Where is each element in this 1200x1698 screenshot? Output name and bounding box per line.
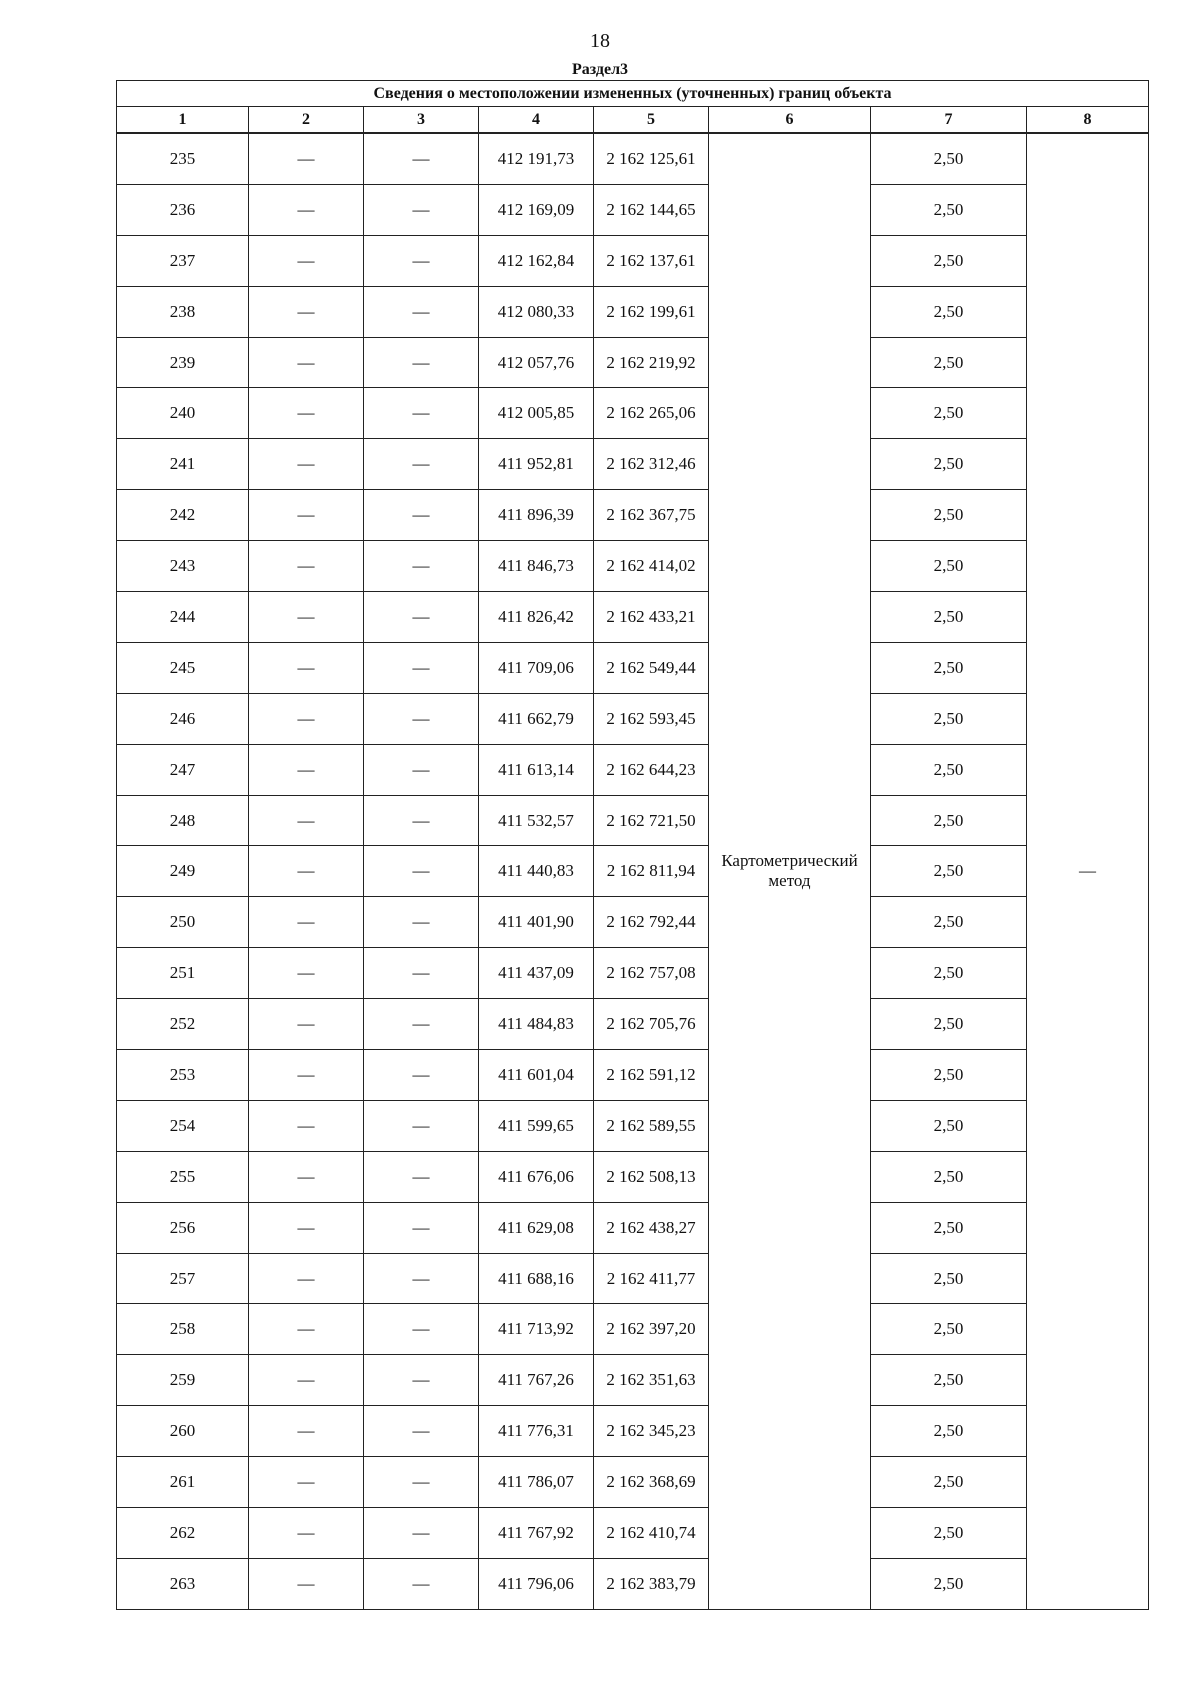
point-number-cell: 247 — [117, 744, 249, 795]
table-row — [117, 897, 1149, 948]
col3-cell: — — [364, 235, 479, 286]
y-coordinate-cell: 2 162 705,76 — [594, 999, 709, 1050]
y-coordinate-cell: 2 162 368,69 — [594, 1457, 709, 1508]
col3-cell: — — [364, 795, 479, 846]
col3-cell: — — [364, 337, 479, 388]
x-coordinate-cell: 412 005,85 — [479, 388, 594, 439]
point-number-cell: 243 — [117, 541, 249, 592]
point-number-cell: 259 — [117, 1355, 249, 1406]
table-row — [117, 1100, 1149, 1151]
table-row — [117, 592, 1149, 643]
x-coordinate-cell: 411 688,16 — [479, 1253, 594, 1304]
y-coordinate-cell: 2 162 383,79 — [594, 1558, 709, 1609]
point-number-cell: 261 — [117, 1457, 249, 1508]
table-row — [117, 693, 1149, 744]
table-row — [117, 337, 1149, 388]
col3-cell: — — [364, 642, 479, 693]
table-row — [117, 286, 1149, 337]
table-row — [117, 999, 1149, 1050]
accuracy-cell: 2,50 — [871, 693, 1027, 744]
table-row — [117, 235, 1149, 286]
col2-cell: — — [249, 235, 364, 286]
x-coordinate-cell: 411 599,65 — [479, 1100, 594, 1151]
column-number: 2 — [249, 107, 364, 134]
table-row — [117, 642, 1149, 693]
x-coordinate-cell: 412 080,33 — [479, 286, 594, 337]
x-coordinate-cell: 411 484,83 — [479, 999, 594, 1050]
x-coordinate-cell: 412 191,73 — [479, 133, 594, 184]
point-number-cell: 238 — [117, 286, 249, 337]
col3-cell: — — [364, 184, 479, 235]
x-coordinate-cell: 412 169,09 — [479, 184, 594, 235]
accuracy-cell: 2,50 — [871, 184, 1027, 235]
accuracy-cell: 2,50 — [871, 1406, 1027, 1457]
y-coordinate-cell: 2 162 433,21 — [594, 592, 709, 643]
col2-cell: — — [249, 388, 364, 439]
column-number: 5 — [594, 107, 709, 134]
x-coordinate-cell: 411 662,79 — [479, 693, 594, 744]
table-row — [117, 1406, 1149, 1457]
x-coordinate-cell: 411 767,26 — [479, 1355, 594, 1406]
accuracy-cell: 2,50 — [871, 897, 1027, 948]
col3-cell: — — [364, 1151, 479, 1202]
point-number-cell: 257 — [117, 1253, 249, 1304]
col3-cell: — — [364, 1457, 479, 1508]
col2-cell: — — [249, 133, 364, 184]
point-number-cell: 235 — [117, 133, 249, 184]
table-row — [117, 184, 1149, 235]
column-number: 1 — [117, 107, 249, 134]
column-number: 6 — [709, 107, 871, 134]
method-cell: Картометрический метод — [709, 133, 871, 1609]
column-number: 4 — [479, 107, 594, 134]
col2-cell: — — [249, 1151, 364, 1202]
table-row — [117, 490, 1149, 541]
accuracy-cell: 2,50 — [871, 388, 1027, 439]
y-coordinate-cell: 2 162 144,65 — [594, 184, 709, 235]
y-coordinate-cell: 2 162 219,92 — [594, 337, 709, 388]
x-coordinate-cell: 412 162,84 — [479, 235, 594, 286]
x-coordinate-cell: 411 613,14 — [479, 744, 594, 795]
col2-cell: — — [249, 1202, 364, 1253]
col2-cell: — — [249, 541, 364, 592]
col3-cell: — — [364, 1558, 479, 1609]
accuracy-cell: 2,50 — [871, 744, 1027, 795]
table-row — [117, 1050, 1149, 1101]
point-number-cell: 263 — [117, 1558, 249, 1609]
col2-cell: — — [249, 744, 364, 795]
col3-cell: — — [364, 1253, 479, 1304]
y-coordinate-cell: 2 162 367,75 — [594, 490, 709, 541]
col2-cell: — — [249, 948, 364, 999]
accuracy-cell: 2,50 — [871, 1508, 1027, 1559]
point-number-cell: 262 — [117, 1508, 249, 1559]
table-row — [117, 1457, 1149, 1508]
accuracy-cell: 2,50 — [871, 795, 1027, 846]
point-number-cell: 245 — [117, 642, 249, 693]
x-coordinate-cell: 411 713,92 — [479, 1304, 594, 1355]
col2-cell: — — [249, 1253, 364, 1304]
col3-cell: — — [364, 286, 479, 337]
col3-cell: — — [364, 999, 479, 1050]
point-number-cell: 249 — [117, 846, 249, 897]
col3-cell: — — [364, 133, 479, 184]
accuracy-cell: 2,50 — [871, 1253, 1027, 1304]
y-coordinate-cell: 2 162 589,55 — [594, 1100, 709, 1151]
col3-cell: — — [364, 592, 479, 643]
table-row — [117, 744, 1149, 795]
col2-cell: — — [249, 286, 364, 337]
table-row — [117, 1558, 1149, 1609]
y-coordinate-cell: 2 162 411,77 — [594, 1253, 709, 1304]
point-number-cell: 250 — [117, 897, 249, 948]
accuracy-cell: 2,50 — [871, 1202, 1027, 1253]
col2-cell: — — [249, 592, 364, 643]
col3-cell: — — [364, 693, 479, 744]
point-number-cell: 236 — [117, 184, 249, 235]
col3-cell: — — [364, 1050, 479, 1101]
col3-cell: — — [364, 1304, 479, 1355]
x-coordinate-cell: 411 709,06 — [479, 642, 594, 693]
col3-cell: — — [364, 439, 479, 490]
col3-cell: — — [364, 1100, 479, 1151]
accuracy-cell: 2,50 — [871, 286, 1027, 337]
col2-cell: — — [249, 490, 364, 541]
col2-cell: — — [249, 846, 364, 897]
col2-cell: — — [249, 439, 364, 490]
column-number-row — [117, 107, 1149, 134]
col2-cell: — — [249, 1508, 364, 1559]
point-number-cell: 252 — [117, 999, 249, 1050]
table-row — [117, 388, 1149, 439]
accuracy-cell: 2,50 — [871, 1050, 1027, 1101]
col2-cell: — — [249, 184, 364, 235]
point-number-cell: 248 — [117, 795, 249, 846]
accuracy-cell: 2,50 — [871, 1100, 1027, 1151]
y-coordinate-cell: 2 162 397,20 — [594, 1304, 709, 1355]
accuracy-cell: 2,50 — [871, 541, 1027, 592]
point-number-cell: 244 — [117, 592, 249, 643]
x-coordinate-cell: 411 532,57 — [479, 795, 594, 846]
table-row — [117, 1151, 1149, 1202]
accuracy-cell: 2,50 — [871, 592, 1027, 643]
y-coordinate-cell: 2 162 125,61 — [594, 133, 709, 184]
x-coordinate-cell: 411 826,42 — [479, 592, 594, 643]
col8-cell: — — [1027, 133, 1149, 1609]
y-coordinate-cell: 2 162 414,02 — [594, 541, 709, 592]
table-row — [117, 1202, 1149, 1253]
y-coordinate-cell: 2 162 265,06 — [594, 388, 709, 439]
point-number-cell: 260 — [117, 1406, 249, 1457]
y-coordinate-cell: 2 162 757,08 — [594, 948, 709, 999]
y-coordinate-cell: 2 162 137,61 — [594, 235, 709, 286]
accuracy-cell: 2,50 — [871, 490, 1027, 541]
point-number-cell: 242 — [117, 490, 249, 541]
col2-cell: — — [249, 897, 364, 948]
x-coordinate-cell: 411 952,81 — [479, 439, 594, 490]
col2-cell: — — [249, 795, 364, 846]
col3-cell: — — [364, 1406, 479, 1457]
col2-cell: — — [249, 999, 364, 1050]
y-coordinate-cell: 2 162 438,27 — [594, 1202, 709, 1253]
x-coordinate-cell: 411 440,83 — [479, 846, 594, 897]
accuracy-cell: 2,50 — [871, 1558, 1027, 1609]
col2-cell: — — [249, 1050, 364, 1101]
point-number-cell: 256 — [117, 1202, 249, 1253]
x-coordinate-cell: 411 776,31 — [479, 1406, 594, 1457]
col2-cell: — — [249, 642, 364, 693]
y-coordinate-cell: 2 162 811,94 — [594, 846, 709, 897]
y-coordinate-cell: 2 162 345,23 — [594, 1406, 709, 1457]
y-coordinate-cell: 2 162 721,50 — [594, 795, 709, 846]
x-coordinate-cell: 411 786,07 — [479, 1457, 594, 1508]
x-coordinate-cell: 411 601,04 — [479, 1050, 594, 1101]
accuracy-cell: 2,50 — [871, 642, 1027, 693]
x-coordinate-cell: 411 767,92 — [479, 1508, 594, 1559]
y-coordinate-cell: 2 162 312,46 — [594, 439, 709, 490]
accuracy-cell: 2,50 — [871, 1151, 1027, 1202]
point-number-cell: 240 — [117, 388, 249, 439]
col3-cell: — — [364, 897, 479, 948]
x-coordinate-cell: 411 437,09 — [479, 948, 594, 999]
col2-cell: — — [249, 1355, 364, 1406]
y-coordinate-cell: 2 162 351,63 — [594, 1355, 709, 1406]
col2-cell: — — [249, 337, 364, 388]
x-coordinate-cell: 411 401,90 — [479, 897, 594, 948]
column-number: 7 — [871, 107, 1027, 134]
section-label: Раздел3 — [571, 61, 629, 78]
accuracy-cell: 2,50 — [871, 948, 1027, 999]
table-row — [117, 1304, 1149, 1355]
col3-cell: — — [364, 1202, 479, 1253]
y-coordinate-cell: 2 162 593,45 — [594, 693, 709, 744]
accuracy-cell: 2,50 — [871, 999, 1027, 1050]
col3-cell: — — [364, 388, 479, 439]
table-row — [117, 948, 1149, 999]
y-coordinate-cell: 2 162 644,23 — [594, 744, 709, 795]
accuracy-cell: 2,50 — [871, 1304, 1027, 1355]
point-number-cell: 241 — [117, 439, 249, 490]
col3-cell: — — [364, 846, 479, 897]
x-coordinate-cell: 412 057,76 — [479, 337, 594, 388]
x-coordinate-cell: 411 629,08 — [479, 1202, 594, 1253]
point-number-cell: 251 — [117, 948, 249, 999]
accuracy-cell: 2,50 — [871, 133, 1027, 184]
table-row — [117, 795, 1149, 846]
accuracy-cell: 2,50 — [871, 337, 1027, 388]
point-number-cell: 237 — [117, 235, 249, 286]
accuracy-cell: 2,50 — [871, 439, 1027, 490]
table-row — [117, 439, 1149, 490]
point-number-cell: 253 — [117, 1050, 249, 1101]
y-coordinate-cell: 2 162 591,12 — [594, 1050, 709, 1101]
point-number-cell: 258 — [117, 1304, 249, 1355]
col2-cell: — — [249, 1457, 364, 1508]
col3-cell: — — [364, 948, 479, 999]
accuracy-cell: 2,50 — [871, 846, 1027, 897]
col2-cell: — — [249, 1100, 364, 1151]
col2-cell: — — [249, 1406, 364, 1457]
y-coordinate-cell: 2 162 508,13 — [594, 1151, 709, 1202]
x-coordinate-cell: 411 846,73 — [479, 541, 594, 592]
table-body — [117, 133, 1149, 1609]
x-coordinate-cell: 411 896,39 — [479, 490, 594, 541]
table-row — [117, 1253, 1149, 1304]
column-number: 3 — [364, 107, 479, 134]
table-row — [117, 1355, 1149, 1406]
col2-cell: — — [249, 693, 364, 744]
y-coordinate-cell: 2 162 792,44 — [594, 897, 709, 948]
point-number-cell: 255 — [117, 1151, 249, 1202]
col3-cell: — — [364, 1355, 479, 1406]
table-row — [117, 1508, 1149, 1559]
y-coordinate-cell: 2 162 549,44 — [594, 642, 709, 693]
column-number: 8 — [1027, 107, 1149, 134]
table-row — [117, 133, 1149, 184]
coordinates-table — [116, 80, 1149, 1610]
col3-cell: — — [364, 541, 479, 592]
point-number-cell: 254 — [117, 1100, 249, 1151]
col2-cell: — — [249, 1558, 364, 1609]
table-row — [117, 541, 1149, 592]
accuracy-cell: 2,50 — [871, 1355, 1027, 1406]
accuracy-cell: 2,50 — [871, 235, 1027, 286]
x-coordinate-cell: 411 676,06 — [479, 1151, 594, 1202]
table-row — [117, 846, 1149, 897]
point-number-cell: 246 — [117, 693, 249, 744]
y-coordinate-cell: 2 162 410,74 — [594, 1508, 709, 1559]
table-title: Сведения о местоположении измененных (уточненных) границ объекта — [117, 81, 1149, 107]
point-number-cell: 239 — [117, 337, 249, 388]
x-coordinate-cell: 411 796,06 — [479, 1558, 594, 1609]
col2-cell: — — [249, 1304, 364, 1355]
col3-cell: — — [364, 744, 479, 795]
page-number: 18 — [590, 30, 610, 52]
col3-cell: — — [364, 490, 479, 541]
y-coordinate-cell: 2 162 199,61 — [594, 286, 709, 337]
accuracy-cell: 2,50 — [871, 1457, 1027, 1508]
col3-cell: — — [364, 1508, 479, 1559]
